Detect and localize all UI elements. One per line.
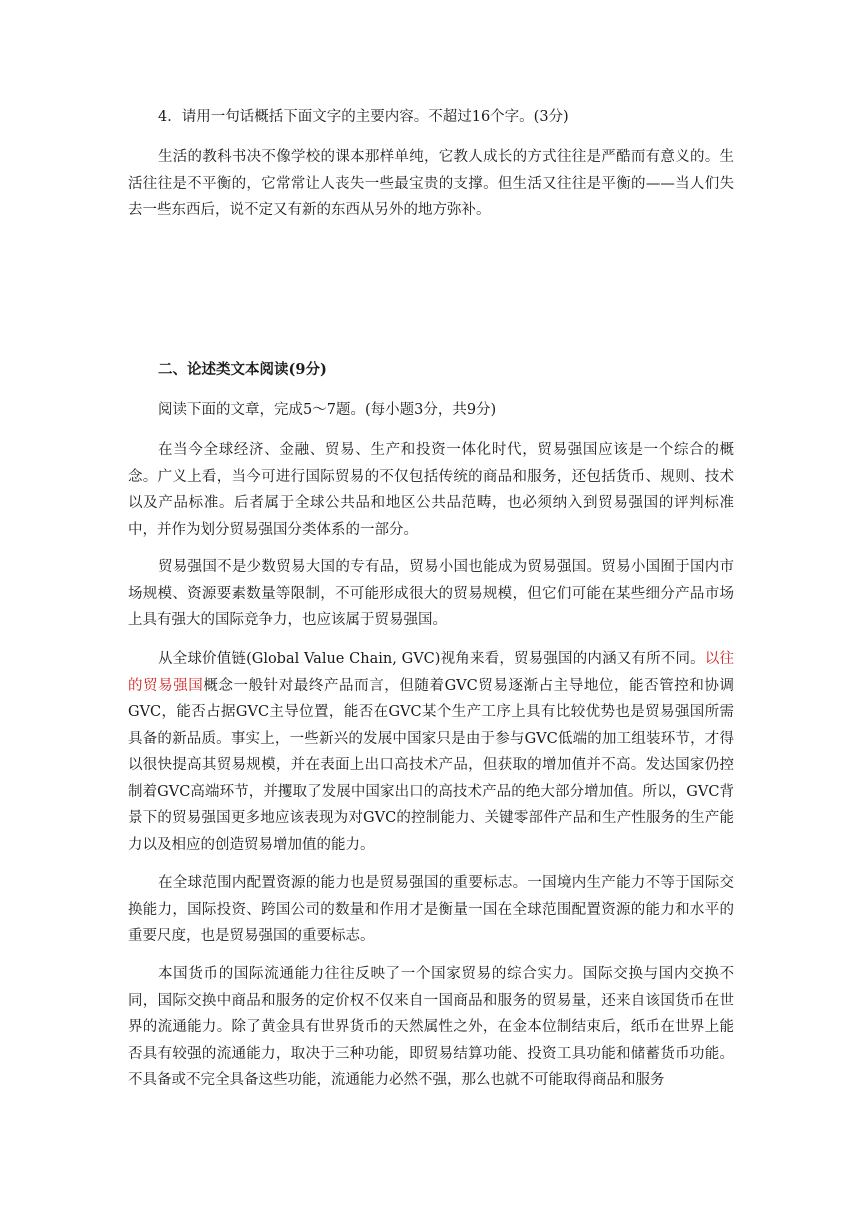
article-paragraph-4: 在全球范围内配置资源的能力也是贸易强国的重要标志。一国境内生产能力不等于国际交换能力，国际投资、跨国公司的数量和作用才是衡量一国在全球范围配置资源的能力和水平的重要尺度，也是贸易强国的重要标志。 (128, 875, 734, 944)
question-4-block (128, 104, 734, 131)
section-2-instruction-block (128, 397, 734, 424)
article-paragraph-2: 贸易强国不是少数贸易大国的专有品，贸易小国也能成为贸易强国。贸易小国囿于国内市场规模、资源要素数量等限制，不可能形成很大的贸易规模，但它们可能在某些细分产品市场上具有强大的国际竞争力，也应该属于贸易强国。 (128, 559, 734, 628)
section-2-instruction: 阅读下面的文章，完成5～7题。(每小题3分，共9分) (158, 402, 497, 418)
question-4-passage-block (128, 144, 734, 224)
article-paragraph-1-block (128, 437, 734, 543)
article-paragraph-4-block (128, 870, 734, 950)
article-paragraph-2-block (128, 554, 734, 634)
highlighted-phrase: 以往的贸易强国 (128, 651, 735, 694)
article-paragraph-3 (128, 646, 734, 858)
paragraph-3-body: 概念一般针对最终产品而言，但随着GVC贸易逐渐占主导地位，能否管控和协调GVC，能否占据GVC主导位置，能否在GVC某个生产工序上具有比较优势也是贸易强国所需具备的新品质。事实上，一些新兴的发展中国家只是由于参与GVC低端的加工组装环节，才得以很快提高其贸易规模，并在表面上出口高技术产品，但获取的增加值并不高。发达国家仍控制着GVC高端环节，并攫取了发展中国家出口的高技术产品的绝大部分增加值。所以，GVC背景下的贸易强国更多地应该表现为对GVC的控制能力、关键零部件产品和生产性服务的生产能力以及相应的创造贸易增加值的能力。 (128, 677, 734, 853)
question-4-passage: 生活的教科书决不像学校的课本那样单纯，它教人成长的方式往往是严酷而有意义的。生活往往是不平衡的，它常常让人丧失一些最宝贵的支撑。但生活又往往是平衡的——当人们失去一些东西后，说不定又有新的东西从另外的地方弥补。 (128, 149, 734, 218)
section-2-heading-block (128, 357, 734, 384)
paragraph-3-intro: 从全球价值链(Global Value Chain, GVC)视角来看，贸易强国的内涵又有所不同。 (158, 651, 705, 667)
article-paragraph-5-block (128, 961, 734, 1094)
section-2-title: 二、论述类文本阅读(9分) (158, 361, 327, 378)
article-paragraph-5: 本国货币的国际流通能力往往反映了一个国家贸易的综合实力。国际交换与国内交换不同，国际交换中商品和服务的定价权不仅来自一国商品和服务的贸易量，还来自该国货币在世界的流通能力。除了黄金具有世界货币的天然属性之外，在金本位制结束后，纸币在世界上能否具有较强的流通能力，取决于三种功能，即贸易结算功能、投资工具功能和储蓄货币功能。不具备或不完全具备这些功能，流通能力必然不强，那么也就不可能取得商品和服务 (128, 966, 734, 1088)
question-4-prompt: 4．请用一句话概括下面文字的主要内容。不超过16个字。(3分) (158, 109, 569, 125)
article-paragraph-3-block (128, 646, 734, 858)
article-paragraph-1: 在当今全球经济、金融、贸易、生产和投资一体化时代，贸易强国应该是一个综合的概念。广义上看，当今可进行国际贸易的不仅包括传统的商品和服务，还包括货币、规则、技术以及产品标准。后者属于全球公共品和地区公共品范畴，也必须纳入到贸易强国的评判标准中，并作为划分贸易强国分类体系的一部分。 (128, 442, 734, 538)
